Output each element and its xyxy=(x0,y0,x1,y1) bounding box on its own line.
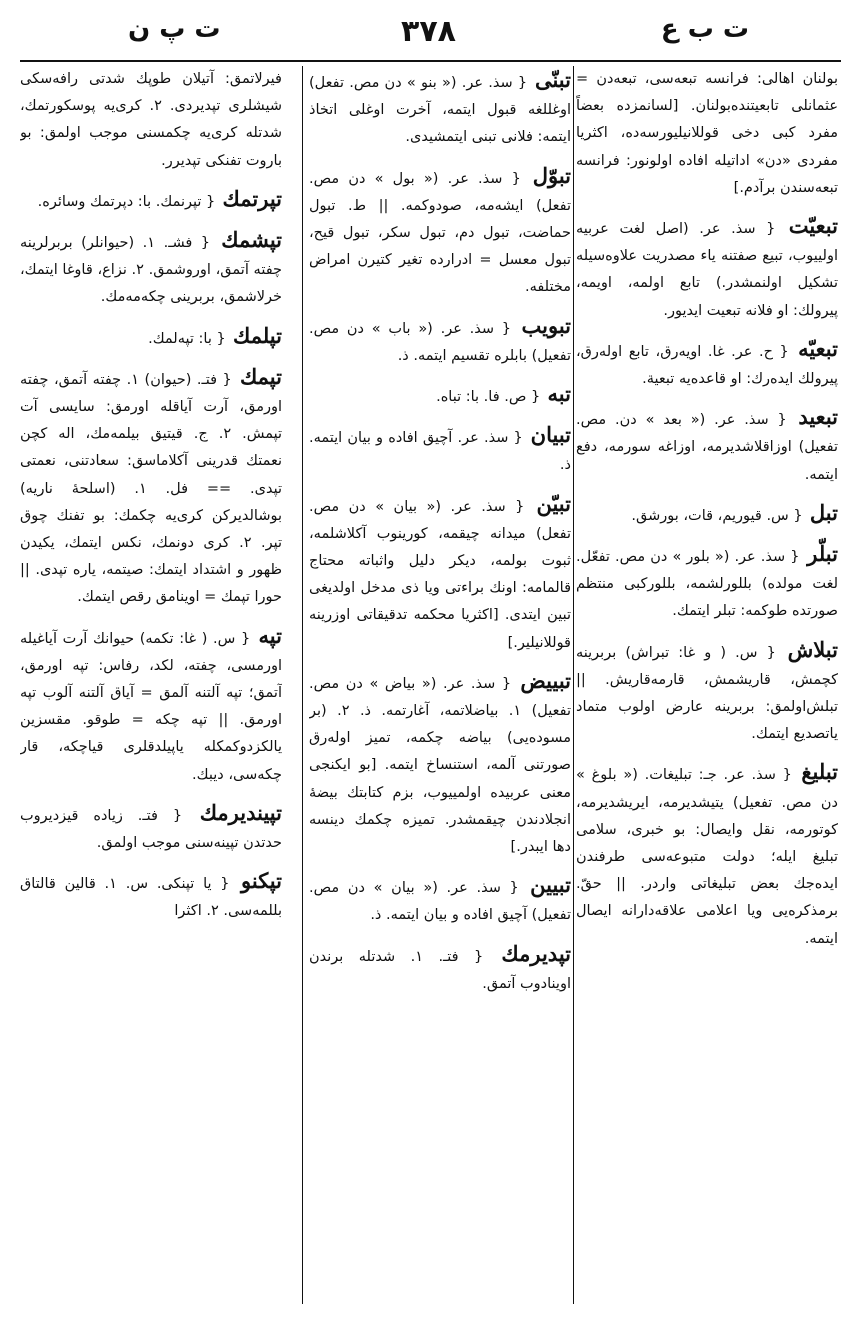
column-right xyxy=(576,66,838,1306)
page-number: ٣٧٨ xyxy=(401,14,456,49)
entry-body: { سذ. عر. (« بول » دن مص. تفعل) ایشه‌مه، صودوکمه. || ط. تبول حماضت، تبول دم، تبول سکر، تبول قیح، تبول معسل = ادرارده تغیر کتیرن امراض مختلفه. xyxy=(309,170,571,296)
entry xyxy=(576,758,838,952)
entry-headword: تپمك xyxy=(231,363,282,389)
entry-body: { سذ. عر. آچیق افاده و بیان ایتمه. ذ. xyxy=(309,430,571,474)
entry xyxy=(20,185,282,216)
entry-headword: تبوّل xyxy=(520,162,571,188)
entry-body: { سذ. عر. (« بیان » دن مص. تفعل) میدانه چیقمه، کورینوب آکلاشلمه، ثبوت بولمه، دیکر دلیل واثباته محتاج قالمامه: اونك براءتی ویا ذی مدخل اولدیغی تبین ایتدی. [اکثریا محکمه تدقیقاتی اوزرینه قوللانیلیر.] xyxy=(309,498,571,651)
entry xyxy=(309,66,571,152)
entry xyxy=(20,226,282,312)
entry-body: { فشـ. ١. (حیوانلر) بربرلرینه چفته آتمق، اوروشمق. ٢. نزاع، قاوغا ایتمك، خرلاشمق، بربرینی چکه‌مه‌مك. xyxy=(20,235,282,306)
entry-headword: تبنّی xyxy=(527,67,571,92)
entry-body: { سذ. عر. (« بعد » دن. مص. تفعیل) اوزاقلاشدیرمه، اوزاغه سورمه، دفع ایتمه. xyxy=(576,412,838,483)
entry xyxy=(309,667,571,861)
entry-body: { ص. فا. با: تباه. xyxy=(436,389,541,406)
column-left xyxy=(20,66,282,1306)
entry xyxy=(20,622,282,789)
entry-headword: تبیّن xyxy=(524,490,571,516)
entry-body: { سذ. عر. (« بیاض » دن مص. تفعیل) ١. بیاضلاتمه، آغارتمه. ذ. ٢. (بر مسوده‌یی) بیاضه چکمه، تمیز اوله‌رق صورتنی آلمه، استنساخ ایتمه. [بو ایکنجی معنی عربیده اولمییوب، بزم کتابتك بیضهٔ انجلادندن چیقمشدر. تمیزه چکمك دینسه دها ایبدر.] xyxy=(309,675,571,856)
entry-headword: تپلمك xyxy=(225,322,282,348)
header-letters-left: ت پ ن xyxy=(128,14,221,44)
entry xyxy=(20,322,282,353)
entry xyxy=(20,799,282,857)
entry-headword: تبویب xyxy=(511,312,571,338)
entry-headword: تبلیغ xyxy=(791,759,838,785)
entry-headword: تپشمك xyxy=(210,227,282,253)
entry-continuation xyxy=(20,66,282,175)
entry xyxy=(20,363,282,612)
entry-body: { یا تپنکی. س. ١. قالین قالتاق بللمه‌سی. ٢. اکثرا xyxy=(20,876,282,920)
entry-body: { فتـ. (حیوان) ١. چفته آتمق، چفته اورمق، آرت آیاقله اورمق: سایسی آت تپمش. ٢. ج. قیتیق بیلمه‌مك، اله کچن نعمتك قدرینی آکلاماسق: سعادتنی، نعمتی تپدی. == فل. ١. (اسلحهٔ ناریه) بوشالدیرکن کری‌یه چکمك: بو تفنك چوق تپر. ٢. کری دونمك، نکس ایتمك، یکیدن ظهور و اشتداد ایتمك: صیتمه، یاره تپدی. || حورا تپمك = اوینامق رقص ایتمك. xyxy=(20,371,282,606)
entry-body: { س. ( غا: تکمه) حیوانك آرت آیاغیله اورمسی، چفته، لکد، رفاس: تپه اورمق، آتمق؛ تپه آلتنه آلمق = آیاق آلتنه آلوب تپه اورمق. || تپه چکه = طوقو. مقسزین یالکزدوکمکله یاپیلدقلری قیاچکه، قار چکه‌سی، دیبك. xyxy=(20,630,282,783)
entry-headword: تبییض xyxy=(511,667,571,693)
entry-body: بولنان اهالی: فرانسه تبعه‌سی، تبعه‌دن = عثمانلی تابعیتنده‌بولنان. [لسانمزده بعضاً مفرد کبی دخی قوللانیلیورسه‌ده، اکثریا مفردی «دن» اداتیله افاده اولونور: فرانسه تبعه‌سندن برآدم.] xyxy=(576,71,838,196)
entry-body: { ح. عر. غا. اویه‌رق، تابع اوله‌رق، پیرولك ایده‌رك: او قاعده‌یه تبعیة. xyxy=(576,343,838,388)
entry-headword: تپکنو xyxy=(229,868,282,894)
entry-headword: تبعیّت xyxy=(775,213,838,239)
entry-headword: تپه xyxy=(250,622,282,648)
entry xyxy=(576,636,838,749)
entry-body: { سذ. عر. جـ: تبلیغات. (« بلوغ » دن مص. تفعیل) یتیشدیرمه، ایریشدیرمه، کوتورمه، نقل وایصال: بو خبری، سلامی تبلیغ ایله؛ دولت متبوعه‌سی طرفندن ایده‌جك بعض تبلیغاتی واردر. || حقّ. برمذکره‌یی ویا اعلامی علاقه‌دارانه ایصال ایتمه. xyxy=(576,767,838,947)
entry xyxy=(309,940,571,998)
entry-body: { با: تپه‌لمك. xyxy=(148,330,226,347)
entry xyxy=(20,867,282,925)
column-divider-right xyxy=(573,66,574,1304)
entry-headword: تبعید xyxy=(786,404,838,430)
entry xyxy=(576,403,838,489)
entry-body: { سذ. عر. (« بنو » دن مص. تفعل) اوغللغه قبول ایتمه، آخرت اوغلی اتخاذ ایتمه: فلانی تبنی ایتمشیدی. xyxy=(309,75,571,146)
column-middle xyxy=(309,66,571,1306)
entry xyxy=(309,380,571,411)
entry-headword: تبل xyxy=(802,499,838,525)
entry-headword: تپرتمك xyxy=(215,185,282,211)
entry-body: { سذ. عر. (« باب » دن مص. تفعیل) بابلره تقسیم ایتمه. ذ. xyxy=(309,320,571,364)
entry-headword: تپدیرمك xyxy=(483,940,571,966)
entry-body: { فتـ. زیاده قیزدیروب حدتدن تپینه‌سنی موجب اولمق. xyxy=(20,807,282,852)
entry xyxy=(576,540,838,626)
entry-headword: تبلاش xyxy=(775,636,838,662)
header-letters-right: ت ب ع xyxy=(660,14,749,44)
entry-body: { سذ. عر. (« بیان » دن مص. تفعیل) آچیق افاده و بیان ایتمه. ذ. xyxy=(309,880,571,924)
entry xyxy=(309,871,571,929)
entry xyxy=(576,212,838,325)
entry-headword: تپیندیرمك xyxy=(182,799,282,825)
entry-headword: تبه xyxy=(540,381,571,407)
entry-body: { س. قیوریم، قات، بورشق. xyxy=(631,507,803,524)
entry-headword: تبیان xyxy=(522,422,571,448)
entry-headword: تبیین xyxy=(518,872,571,898)
entry-body: { فتـ. ١. شدتله برندن اوینادوب آتمق. xyxy=(309,948,571,992)
entry xyxy=(309,312,571,370)
header-rule xyxy=(20,60,841,62)
entry-body: { سذ. عر. (اصل لغت عربیه اولییوب، تبیع صفتنه یاء مصدریت علاوه‌سیله تشکیل اولنمشدر.) تابع اولمه، اویمه، پیرولك: او فلانه تبعیت ایدیور. xyxy=(576,221,838,319)
entry-headword: تبلّر xyxy=(799,541,838,567)
column-divider-left xyxy=(302,66,303,1304)
entry-body: فیرلاتمق: آتیلان طوپك شدتی رافه‌سکی شیشلری تپدیردی. ٢. کری‌یه پوسکورتمك، شدتله کری‌یه چکمسنی موجب اولمق: بو باروت تفنکی تپدیرر. xyxy=(20,71,282,169)
entry-body: { تپرنمك. با: دپرتمك وسائره. xyxy=(37,193,216,210)
entry xyxy=(309,490,571,657)
entry-body: { س. ( و غا: تبراش) بربرینه کچمش، قاریشمش، قارمه‌قاریش. || تبلش‌اولمق: بربرینه عارض اولوب متماد یاتصدیع ایتمك. xyxy=(576,644,838,743)
entry xyxy=(309,421,571,479)
entry-body: { سذ. عر. (« بلور » دن مص. تفعّل. لغت مولده) بللورلشمه، بللورکبی منتظم صورتده طوکمه: تبلر ایتمك. xyxy=(576,549,838,620)
entry-headword: تبعیّه xyxy=(788,335,838,361)
entry xyxy=(309,162,571,302)
entry-continuation xyxy=(576,66,838,202)
entry xyxy=(576,335,838,393)
entry xyxy=(576,499,838,530)
page-header xyxy=(18,10,839,50)
